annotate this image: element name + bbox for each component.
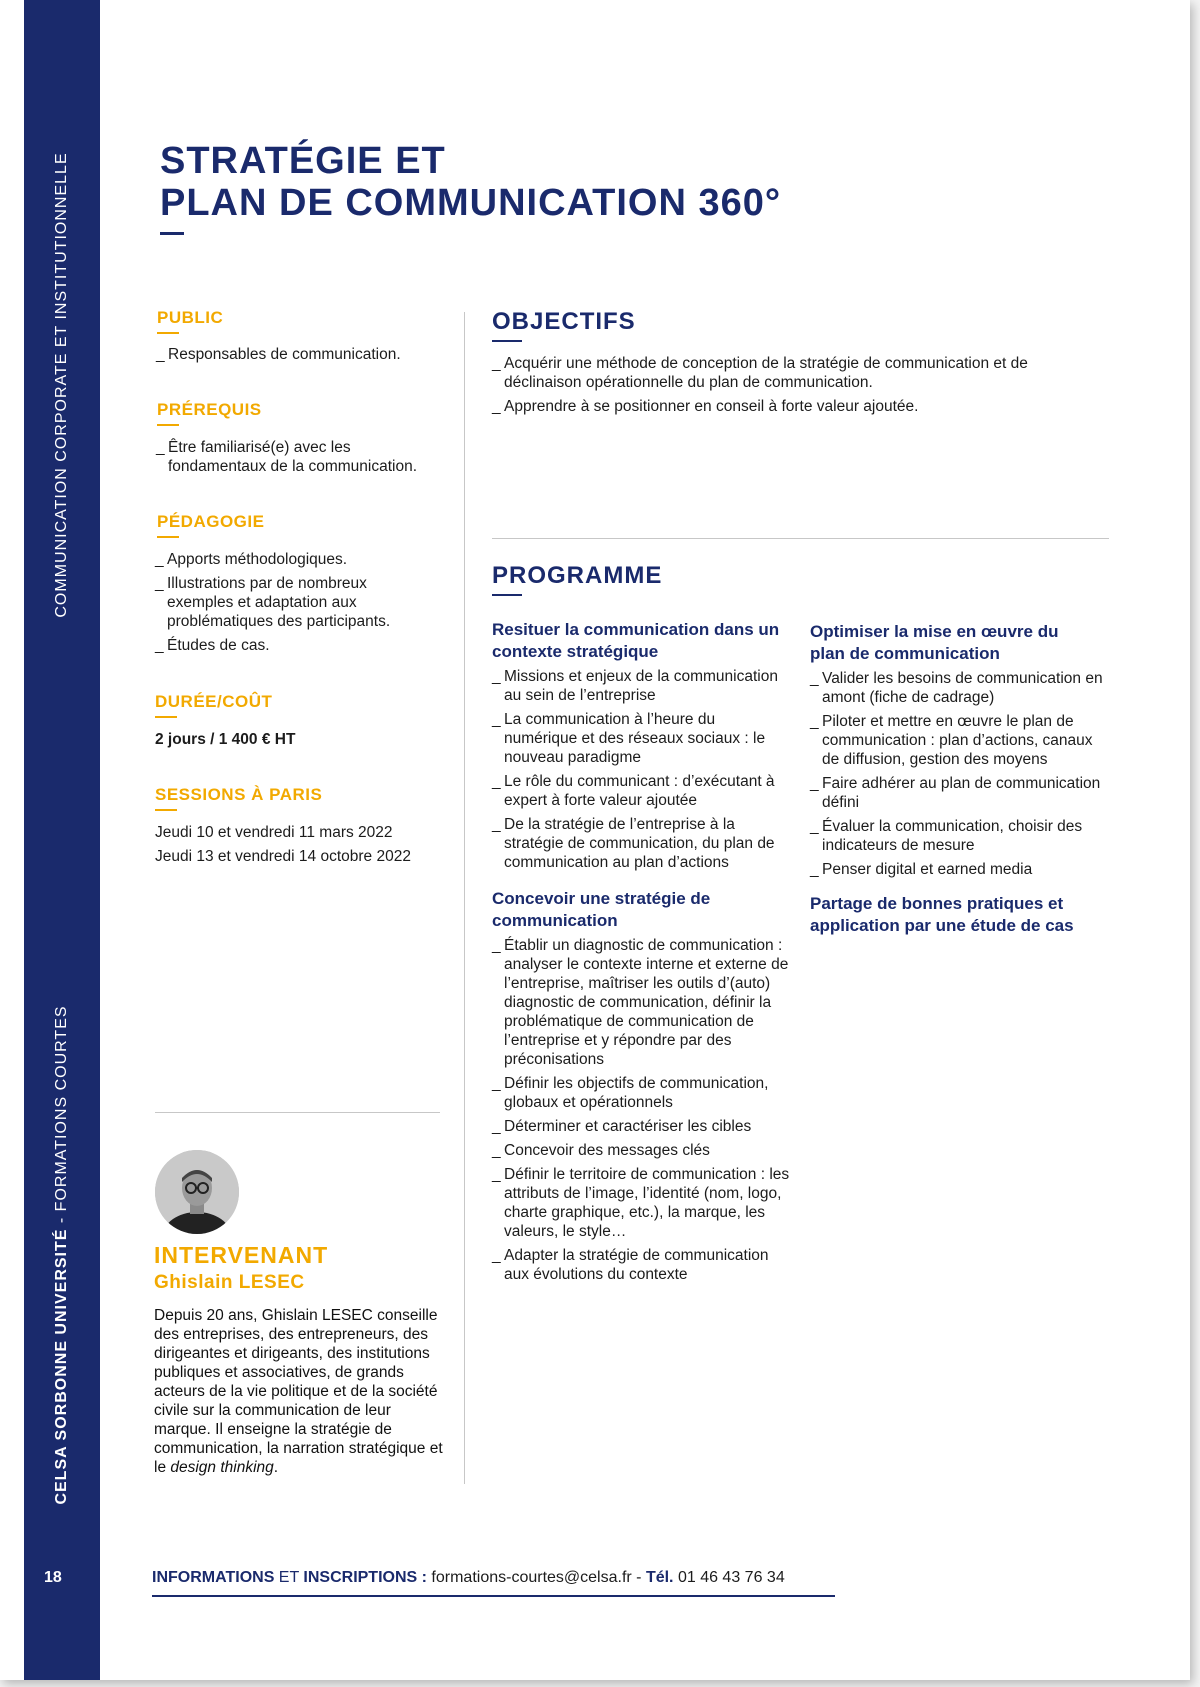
objectifs-dash	[492, 340, 522, 342]
public-item: _ Responsables de communication.	[156, 345, 446, 364]
sessions-dash	[155, 809, 177, 811]
sidebar-program-name: FORMATIONS COURTES	[53, 1005, 70, 1212]
prerequis-heading: PRÉREQUIS	[157, 400, 262, 419]
pedagogie-item: _ Apports méthodologiques.	[155, 550, 425, 569]
programme-section-list	[492, 667, 792, 872]
pedagogie-item: _ Études de cas.	[155, 636, 425, 655]
footer-phone[interactable]: 01 46 43 76 34	[673, 1569, 785, 1586]
public-heading: PUBLIC	[157, 308, 224, 327]
programme-item: _ Évaluer la communication, choisir des indicateurs de mesure	[810, 817, 1110, 855]
sidebar-institution-label	[53, 1005, 71, 1504]
programme-item: _ Valider les besoins de communication en amont (fiche de cadrage)	[810, 669, 1110, 707]
programme-dash	[492, 594, 522, 596]
programme-section-title: Resituer la communication dans un contexte stratégique	[492, 620, 780, 661]
intervenant-bio	[154, 1306, 444, 1477]
programme-item: _ La communication à l’heure du numérique et des réseaux sociaux : le nouveau paradigme	[492, 710, 792, 767]
objectifs-list	[492, 354, 1082, 421]
pedagogie-item: _ Illustrations par de nombreux exemples et adaptation aux problématiques des participants.	[155, 574, 425, 631]
programme-item: _ Établir un diagnostic de communication : analyser le contexte interne et externe de l’entreprise, maîtriser les outils d’(auto) diagnostic de communication, définir la problématique de communication de l’entreprise et y répondre par des préconisations	[492, 936, 792, 1069]
footer-email[interactable]: formations-courtes@celsa.fr -	[426, 1569, 646, 1586]
footer-contact	[152, 1569, 785, 1587]
programme-col-2	[810, 621, 1110, 941]
section-divider	[492, 538, 1109, 539]
programme-col-1	[492, 619, 792, 1289]
prerequis-dash	[157, 424, 179, 426]
intervenant-name: Ghislain LESEC	[154, 1272, 305, 1293]
footer-tel-label: Tél.	[645, 1569, 674, 1586]
prerequis-list	[156, 438, 446, 481]
programme-section-title: Concevoir une stratégie de communication	[492, 889, 711, 930]
programme-item: _ Missions et enjeux de la communication au sein de l’entreprise	[492, 667, 792, 705]
intervenant-heading: INTERVENANT	[154, 1242, 329, 1268]
duree-value: 2 jours / 1 400 € HT	[155, 731, 296, 748]
programme-section-title: Optimiser la mise en œuvre du plan de communication	[810, 622, 1059, 663]
programme-item: _ Le rôle du communicant : d’exécutant à expert à forte valeur ajoutée	[492, 772, 792, 810]
bio-end: .	[273, 1459, 279, 1476]
programme-item: _ Concevoir des messages clés	[492, 1141, 792, 1160]
footer-underline	[152, 1595, 835, 1597]
session-date: Jeudi 10 et vendredi 11 mars 2022	[155, 824, 393, 841]
objectif-item: _ Apprendre à se positionner en conseil à forte valeur ajoutée.	[492, 397, 1082, 416]
programme-section-title: Partage de bonnes pratiques et application par une étude de cas	[810, 894, 1074, 935]
programme-item: _ Définir le territoire de communication : les attributs de l’image, l’identité (nom, logo, charte graphique, etc.), la marque, les valeurs, le style…	[492, 1165, 792, 1241]
sidebar-institution-name: CELSA SORBONNE UNIVERSITÉ	[53, 1228, 70, 1505]
programme-item: _ Adapter la stratégie de communication aux évolutions du contexte	[492, 1246, 792, 1284]
programme-item: _ Définir les objectifs de communication, globaux et opérationnels	[492, 1074, 792, 1112]
duree-dash	[155, 716, 177, 718]
programme-item: _ Penser digital et earned media	[810, 860, 1110, 879]
title-line-1: STRATÉGIE ET	[160, 140, 446, 182]
title-underline	[160, 232, 184, 235]
sidebar-category-label: COMMUNICATION CORPORATE ET INSTITUTIONNELLE	[53, 152, 70, 618]
pedagogie-heading: PÉDAGOGIE	[157, 512, 265, 531]
bio-text: Depuis 20 ans, Ghislain LESEC conseille des entreprises, des entrepreneurs, des dirigeantes et dirigeants, des institutions publiques et associatives, de grands acteurs de la vie politique et de la société civile sur la communication de leur marque. Il enseigne la stratégie de communication, la narration stratégique et le	[154, 1307, 443, 1476]
programme-item: _ De la stratégie de l’entreprise à la stratégie de communication, du plan de communication au plan d’actions	[492, 815, 792, 872]
public-list	[156, 345, 446, 369]
public-dash	[157, 332, 179, 334]
pedagogie-list	[155, 550, 425, 660]
page-title	[160, 140, 781, 224]
sessions-dates	[155, 823, 445, 866]
page-number: 18	[44, 1569, 62, 1586]
programme-section-list	[492, 936, 792, 1284]
sessions-heading: SESSIONS À PARIS	[155, 785, 323, 804]
column-divider	[464, 312, 465, 1484]
footer-label-informations: INFORMATIONS	[152, 1569, 275, 1586]
prerequis-item: _ Être familiarisé(e) avec les fondamentaux de la communication.	[156, 438, 446, 476]
programme-item: _ Faire adhérer au plan de communication défini	[810, 774, 1110, 812]
intervenant-divider	[155, 1112, 440, 1113]
programme-item: _ Piloter et mettre en œuvre le plan de communication : plan d’actions, canaux de diffusion, gestion des moyens	[810, 712, 1110, 769]
pedagogie-dash	[157, 536, 179, 538]
session-date: Jeudi 13 et vendredi 14 octobre 2022	[155, 848, 411, 865]
programme-section-list	[810, 669, 1110, 879]
duree-heading: DURÉE/COÛT	[155, 692, 273, 711]
programme-item: _ Déterminer et caractériser les cibles	[492, 1117, 792, 1136]
speaker-portrait-illustration	[155, 1150, 239, 1234]
sidebar-separator: -	[53, 1211, 70, 1229]
title-line-2: PLAN DE COMMUNICATION 360°	[160, 182, 782, 224]
objectif-item: _ Acquérir une méthode de conception de la stratégie de communication et de déclinaison opérationnelle du plan de communication.	[492, 354, 1082, 392]
footer-label-et: ET	[274, 1569, 304, 1586]
footer-label-inscriptions: INSCRIPTIONS :	[303, 1569, 427, 1586]
speaker-photo	[155, 1150, 239, 1234]
bio-italic: design thinking	[170, 1459, 274, 1476]
objectifs-heading: OBJECTIFS	[492, 308, 636, 335]
programme-heading: PROGRAMME	[492, 562, 663, 589]
